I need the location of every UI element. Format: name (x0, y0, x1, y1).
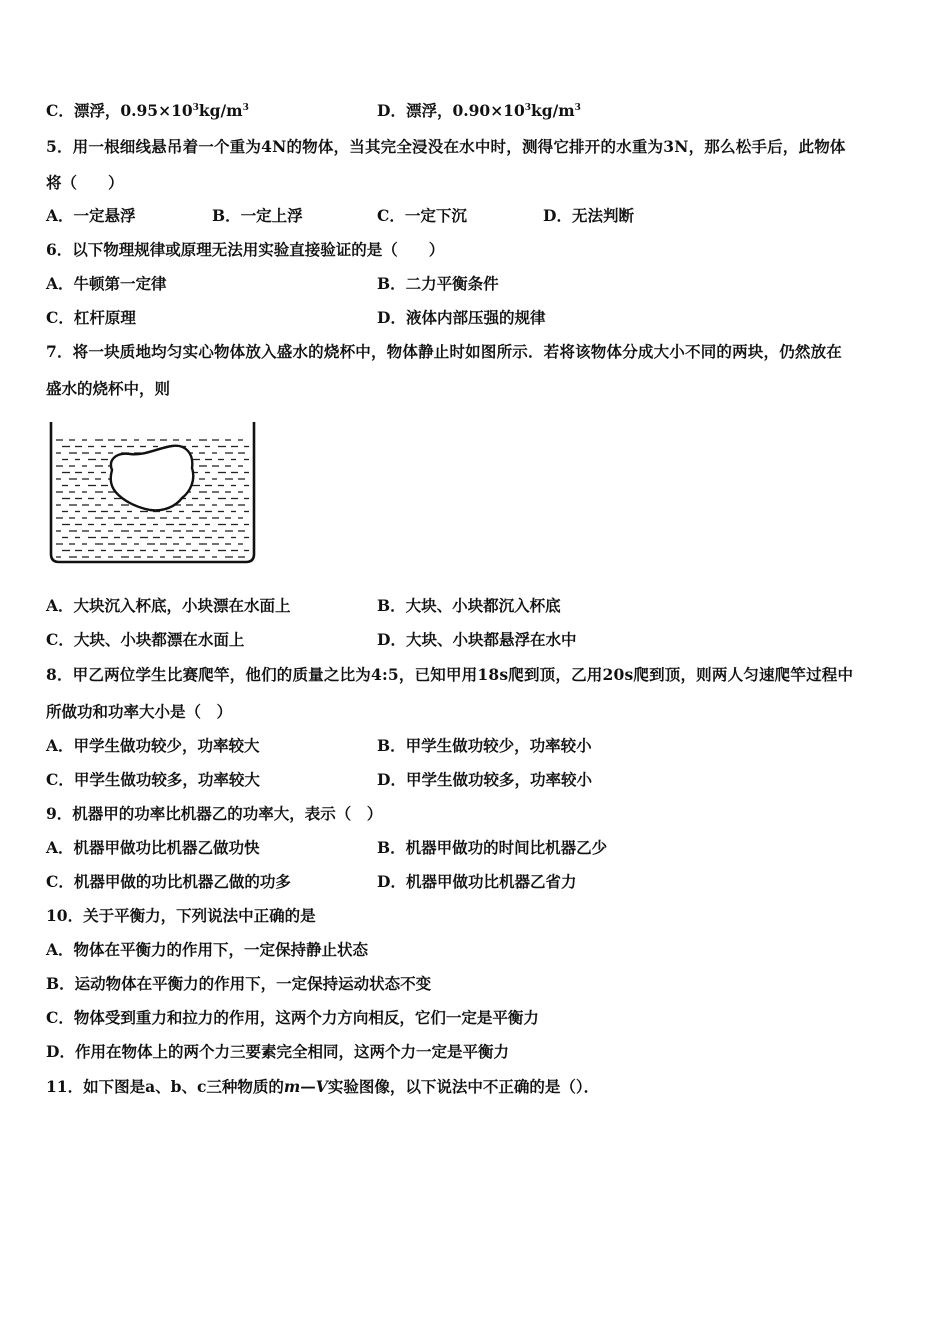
q9-stem: 9．机器甲的功率比机器乙的功率大，表示（ ） (46, 804, 383, 823)
q9-option-c: C．机器甲做的功比机器乙做的功多 (46, 872, 291, 891)
q10-option-d: D．作用在物体上的两个力三要素完全相同，这两个力一定是平衡力 (46, 1042, 509, 1061)
solid-object (111, 446, 194, 511)
q9-option-a: A．机器甲做功比机器乙做功快 (46, 838, 260, 857)
q9-option-b: B．机器甲做功的时间比机器乙少 (377, 838, 608, 857)
q7-stem-line-1: 7．将一块质地均匀实心物体放入盛水的烧杯中，物体静止时如图所示．若将该物体分成大小不同的两块，仍然放在 (46, 342, 842, 361)
q8-stem-line-2: 所做功和功率大小是（ ） (46, 702, 233, 721)
q7-option-d: D．大块、小块都悬浮在水中 (377, 630, 577, 649)
q6-option-b: B．二力平衡条件 (377, 274, 499, 293)
q6-option-a: A．牛顿第一定律 (46, 274, 167, 293)
q10-option-a: A．物体在平衡力的作用下，一定保持静止状态 (46, 940, 369, 959)
q6-stem: 6．以下物理规律或原理无法用实验直接验证的是（ ） (46, 240, 445, 259)
q11-stem: 11．如下图是a、b、c三种物质的m—V实验图像，以下说法中不正确的是（）． (46, 1077, 600, 1096)
q8-option-a: A．甲学生做功较少，功率较大 (46, 736, 260, 755)
q10-stem: 10．关于平衡力，下列说法中正确的是 (46, 906, 316, 925)
q9-option-d: D．机器甲做功比机器乙省力 (377, 872, 577, 891)
q4-option-c: C．漂浮，$0.95\times 10^3kg/m^3$ (46, 101, 249, 120)
q7-option-b: B．大块、小块都沉入杯底 (377, 596, 561, 615)
q5-option-d: D．无法判断 (543, 206, 634, 225)
q6-option-d: D．液体内部压强的规律 (377, 308, 546, 327)
q7-stem-line-2: 盛水的烧杯中，则 (46, 379, 171, 398)
q5-option-b: B．一定上浮 (212, 206, 303, 225)
q5-option-c: C．一定下沉 (377, 206, 467, 225)
q7-option-a: A．大块沉入杯底，小块漂在水面上 (46, 596, 291, 615)
q8-option-b: B．甲学生做功较少，功率较小 (377, 736, 592, 755)
q6-option-c: C．杠杆原理 (46, 308, 136, 327)
q4-option-d: D．漂浮，$0.90\times 10^3kg/m^3$ (377, 101, 581, 120)
q10-option-c: C．物体受到重力和拉力的作用，这两个力方向相反，它们一定是平衡力 (46, 1008, 539, 1027)
q8-option-d: D．甲学生做功较多，功率较小 (377, 770, 592, 789)
q10-option-b: B．运动物体在平衡力的作用下，一定保持运动状态不变 (46, 974, 432, 993)
q7-option-c: C．大块、小块都漂在水面上 (46, 630, 245, 649)
beaker-figure (46, 418, 262, 568)
q8-stem-line-1: 8．甲乙两位学生比赛爬竿，他们的质量之比为4:5，已知甲用18s爬到顶，乙用20s爬到顶，则两人匀速爬竿过程中 (46, 665, 854, 684)
q5-stem-line-2: 将（ ） (46, 173, 124, 192)
q5-option-a: A．一定悬浮 (46, 206, 136, 225)
q8-option-c: C．甲学生做功较多，功率较大 (46, 770, 260, 789)
q5-stem-line-1: 5．用一根细线悬吊着一个重为4N的物体，当其完全浸没在水中时，测得它排开的水重为3N，那么松手后，此物体 (46, 137, 846, 156)
